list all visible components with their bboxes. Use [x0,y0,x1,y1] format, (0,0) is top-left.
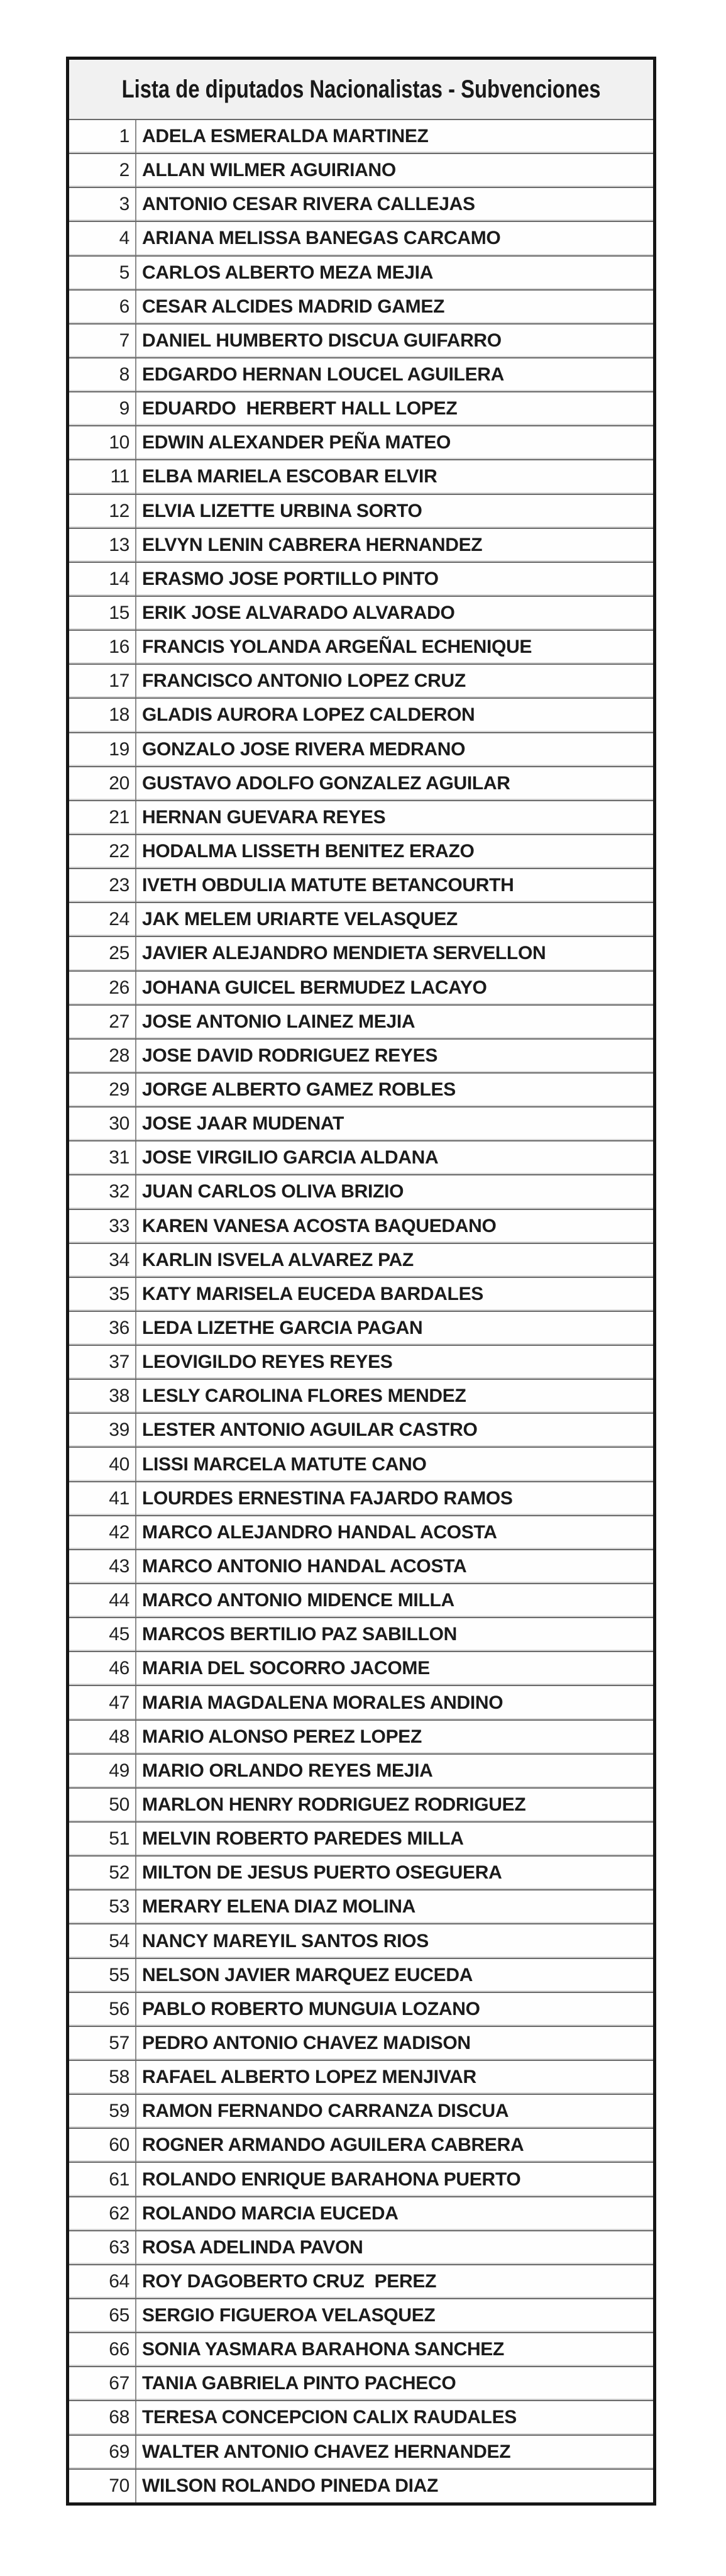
table-row [69,2231,653,2265]
deputy-name: NANCY MAREYIL SANTOS RIOS [142,1930,429,1951]
table-row [69,291,653,325]
table-row [69,2333,653,2367]
row-number: 6 [69,291,136,323]
table-row [69,1141,653,1175]
deputy-name: ARIANA MELISSA BANEGAS CARCAMO [142,228,501,249]
row-number: 26 [69,972,136,1004]
row-number: 17 [69,665,136,697]
table-row [69,529,653,563]
table-row [69,1789,653,1823]
deputy-name: IVETH OBDULIA MATUTE BETANCOURTH [142,875,514,896]
table-row [69,903,653,937]
deputy-name: MARCO ALEJANDRO HANDAL ACOSTA [142,1521,497,1543]
deputy-name: TANIA GABRIELA PINTO PACHECO [142,2373,456,2394]
table-row [69,1686,653,1720]
row-number: 56 [69,1993,136,2026]
deputy-name: CARLOS ALBERTO MEZA MEJIA [142,262,434,283]
row-number: 49 [69,1755,136,1787]
row-number: 11 [69,460,136,493]
row-number: 20 [69,767,136,800]
row-number: 27 [69,1006,136,1038]
deputy-name: LISSI MARCELA MATUTE CANO [142,1453,427,1475]
deputy-name: JOSE ANTONIO LAINEZ MEJIA [142,1011,415,1032]
table-row [69,1618,653,1652]
deputy-name: PABLO ROBERTO MUNGUIA LOZANO [142,1998,480,2019]
deputy-name: JAK MELEM URIARTE VELASQUEZ [142,909,458,930]
row-number: 23 [69,869,136,902]
row-number: 69 [69,2436,136,2468]
deputy-name: MARLON HENRY RODRIGUEZ RODRIGUEZ [142,1794,526,1815]
row-number: 4 [69,222,136,255]
row-number: 18 [69,699,136,731]
deputy-name: FRANCISCO ANTONIO LOPEZ CRUZ [142,670,466,692]
row-number: 7 [69,325,136,357]
row-number: 37 [69,1346,136,1379]
row-number: 63 [69,2231,136,2264]
deputy-name: MARIA MAGDALENA MORALES ANDINO [142,1692,503,1713]
row-number: 58 [69,2061,136,2094]
deputy-name: GLADIS AURORA LOPEZ CALDERON [142,704,475,726]
deputy-name: DANIEL HUMBERTO DISCUA GUIFARRO [142,330,502,351]
table-row [69,1414,653,1448]
deputy-name: ERIK JOSE ALVARADO ALVARADO [142,602,455,624]
row-number: 46 [69,1652,136,1685]
deputy-name: HERNAN GUEVARA REYES [142,806,386,828]
row-number: 34 [69,1244,136,1277]
table-row [69,1380,653,1414]
deputy-name: WILSON ROLANDO PINEDA DIAZ [142,2475,439,2496]
table-row [69,1175,653,1209]
row-number: 44 [69,1584,136,1617]
table-row [69,2367,653,2401]
deputy-name: MARCO ANTONIO MIDENCE MILLA [142,1590,454,1611]
row-number: 31 [69,1141,136,1174]
table-row [69,1312,653,1346]
row-number: 66 [69,2333,136,2366]
deputy-name: LEDA LIZETHE GARCIA PAGAN [142,1317,423,1338]
table-row [69,1550,653,1584]
row-number: 57 [69,2027,136,2060]
table-row [69,2095,653,2129]
deputy-name: KARLIN ISVELA ALVAREZ PAZ [142,1249,414,1270]
row-number: 15 [69,597,136,630]
deputy-name: FRANCIS YOLANDA ARGEÑAL ECHENIQUE [142,636,532,658]
row-number: 14 [69,563,136,596]
table-row [69,631,653,665]
row-number: 45 [69,1618,136,1651]
table-row [69,1890,653,1924]
row-number: 35 [69,1278,136,1311]
row-number: 10 [69,426,136,459]
row-number: 5 [69,257,136,289]
deputy-name: ALLAN WILMER AGUIRIANO [142,160,396,181]
deputy-name: MARCO ANTONIO HANDAL ACOSTA [142,1555,467,1577]
deputy-name: JOSE DAVID RODRIGUEZ REYES [142,1045,438,1066]
row-number: 16 [69,631,136,663]
deputy-name: KATY MARISELA EUCEDA BARDALES [142,1283,483,1304]
deputy-name: JORGE ALBERTO GAMEZ ROBLES [142,1079,456,1100]
deputy-name: ELBA MARIELA ESCOBAR ELVIR [142,466,437,487]
row-number: 41 [69,1482,136,1515]
table-row [69,937,653,971]
row-number: 12 [69,495,136,528]
deputy-name: GUSTAVO ADOLFO GONZALEZ AGUILAR [142,772,510,794]
table-row [69,2129,653,2163]
table-row [69,426,653,460]
deputy-name: MILTON DE JESUS PUERTO OSEGUERA [142,1862,502,1884]
row-number: 30 [69,1108,136,1140]
table-row [69,767,653,801]
deputy-name: LESTER ANTONIO AGUILAR CASTRO [142,1419,478,1441]
deputy-name: RAMON FERNANDO CARRANZA DISCUA [142,2101,509,2122]
table-row [69,1448,653,1482]
table-row [69,1993,653,2027]
table-row [69,801,653,835]
deputy-name: ROY DAGOBERTO CRUZ PEREZ [142,2270,437,2292]
deputy-name: EDWIN ALEXANDER PEÑA MATEO [142,432,451,453]
table-row [69,154,653,188]
row-number: 50 [69,1789,136,1821]
row-number: 47 [69,1686,136,1719]
table-row [69,1040,653,1074]
deputy-name: WALTER ANTONIO CHAVEZ HERNANDEZ [142,2441,511,2462]
deputy-name: ELVYN LENIN CABRERA HERNANDEZ [142,534,483,555]
row-number: 29 [69,1074,136,1106]
row-number: 54 [69,1924,136,1957]
deputy-name: LEOVIGILDO REYES REYES [142,1352,393,1373]
table-row [69,2163,653,2197]
row-number: 55 [69,1959,136,1992]
table-row [69,1482,653,1516]
deputy-name: HODALMA LISSETH BENITEZ ERAZO [142,841,475,862]
table-row [69,699,653,733]
deputy-name: ELVIA LIZETTE URBINA SORTO [142,500,422,521]
row-number: 22 [69,835,136,868]
table-header [69,60,653,120]
row-number: 9 [69,392,136,425]
table-row [69,1108,653,1141]
table-row [69,1755,653,1789]
table-row [69,597,653,631]
deputy-name: LESLY CAROLINA FLORES MENDEZ [142,1385,466,1407]
table-row [69,188,653,222]
row-number: 36 [69,1312,136,1345]
table-row [69,1074,653,1108]
table-row [69,1857,653,1890]
row-number: 43 [69,1550,136,1583]
deputy-name: LOURDES ERNESTINA FAJARDO RAMOS [142,1487,513,1509]
row-number: 40 [69,1448,136,1480]
deputy-name: JUAN CARLOS OLIVA BRIZIO [142,1181,404,1202]
deputy-name: ROLANDO MARCIA EUCEDA [142,2202,399,2224]
deputy-name: ROLANDO ENRIQUE BARAHONA PUERTO [142,2168,521,2190]
row-number: 13 [69,529,136,562]
row-number: 2 [69,154,136,187]
row-number: 53 [69,1890,136,1923]
deputy-name: ERASMO JOSE PORTILLO PINTO [142,568,439,589]
row-number: 21 [69,801,136,834]
table-row [69,2027,653,2061]
table-row [69,325,653,358]
deputy-name: ROGNER ARMANDO AGUILERA CABRERA [142,2135,524,2156]
deputy-name: TERESA CONCEPCION CALIX RAUDALES [142,2407,517,2428]
table-row [69,1210,653,1244]
row-number: 64 [69,2265,136,2298]
row-number: 59 [69,2095,136,2128]
row-number: 65 [69,2299,136,2332]
table-row [69,222,653,256]
deputy-name: KAREN VANESA ACOSTA BAQUEDANO [142,1215,497,1236]
table-row [69,1006,653,1040]
table-title: Lista de diputados Nacionalistas - Subvenciones [121,75,601,103]
row-number: 52 [69,1857,136,1889]
table-row [69,1346,653,1380]
table-row [69,563,653,597]
deputy-name: EDUARDO HERBERT HALL LOPEZ [142,398,458,419]
table-row [69,665,653,699]
deputy-name: JOHANA GUICEL BERMUDEZ LACAYO [142,977,487,998]
deputy-name: MARCOS BERTILIO PAZ SABILLON [142,1624,458,1645]
deputy-name: CESAR ALCIDES MADRID GAMEZ [142,296,445,317]
row-number: 42 [69,1516,136,1549]
row-number: 28 [69,1040,136,1072]
row-number: 1 [69,120,136,153]
deputy-name: ADELA ESMERALDA MARTINEZ [142,126,429,147]
table-row [69,1516,653,1550]
row-number: 33 [69,1210,136,1243]
table-row [69,1652,653,1686]
table-row [69,257,653,291]
deputy-name: JOSE JAAR MUDENAT [142,1113,344,1135]
row-number: 68 [69,2401,136,2434]
table-row [69,835,653,869]
deputy-name: JAVIER ALEJANDRO MENDIETA SERVELLON [142,943,546,964]
table-row [69,2265,653,2299]
table-row [69,358,653,392]
row-number: 24 [69,903,136,936]
table-row [69,2470,653,2502]
deputy-name: ROSA ADELINDA PAVON [142,2236,363,2258]
table-row [69,1959,653,1993]
deputy-name: MARIA DEL SOCORRO JACOME [142,1658,430,1679]
deputy-name: MARIO ORLANDO REYES MEJIA [142,1760,433,1781]
deputy-name: GONZALO JOSE RIVERA MEDRANO [142,738,466,760]
table-row [69,869,653,903]
table-row [69,1244,653,1278]
table-row [69,495,653,529]
deputy-name: MERARY ELENA DIAZ MOLINA [142,1896,416,1918]
row-number: 60 [69,2129,136,2162]
row-number: 39 [69,1414,136,1446]
row-number: 3 [69,188,136,221]
table-row [69,2299,653,2333]
table-row [69,392,653,426]
table-row [69,2401,653,2435]
table-row [69,1584,653,1618]
row-number: 61 [69,2163,136,2196]
table-row [69,1721,653,1755]
row-number: 38 [69,1380,136,1413]
row-number: 25 [69,937,136,970]
deputy-name: RAFAEL ALBERTO LOPEZ MENJIVAR [142,2067,476,2088]
row-number: 48 [69,1721,136,1753]
table-row [69,1823,653,1857]
row-number: 67 [69,2367,136,2400]
deputy-name: ANTONIO CESAR RIVERA CALLEJAS [142,194,475,215]
row-number: 62 [69,2197,136,2230]
table-row [69,2197,653,2231]
deputy-name: EDGARDO HERNAN LOUCEL AGUILERA [142,364,505,386]
deputy-name: NELSON JAVIER MARQUEZ EUCEDA [142,1964,473,1985]
table-row [69,2436,653,2470]
table-body [69,120,653,2502]
deputy-name: SERGIO FIGUEROA VELASQUEZ [142,2305,436,2326]
deputy-name: JOSE VIRGILIO GARCIA ALDANA [142,1147,439,1169]
table-row [69,1924,653,1958]
row-number: 19 [69,733,136,766]
deputy-name: MARIO ALONSO PEREZ LOPEZ [142,1726,422,1747]
deputy-name: MELVIN ROBERTO PAREDES MILLA [142,1828,464,1850]
row-number: 8 [69,358,136,391]
table-row [69,120,653,154]
table-row [69,972,653,1006]
deputy-name: PEDRO ANTONIO CHAVEZ MADISON [142,2032,471,2053]
table-row [69,2061,653,2095]
subsidies-table [66,57,656,2506]
table-row [69,1278,653,1312]
row-number: 32 [69,1175,136,1208]
row-number: 70 [69,2470,136,2502]
deputy-name: SONIA YASMARA BARAHONA SANCHEZ [142,2339,505,2360]
row-number: 51 [69,1823,136,1855]
table-row [69,733,653,767]
table-row [69,460,653,494]
